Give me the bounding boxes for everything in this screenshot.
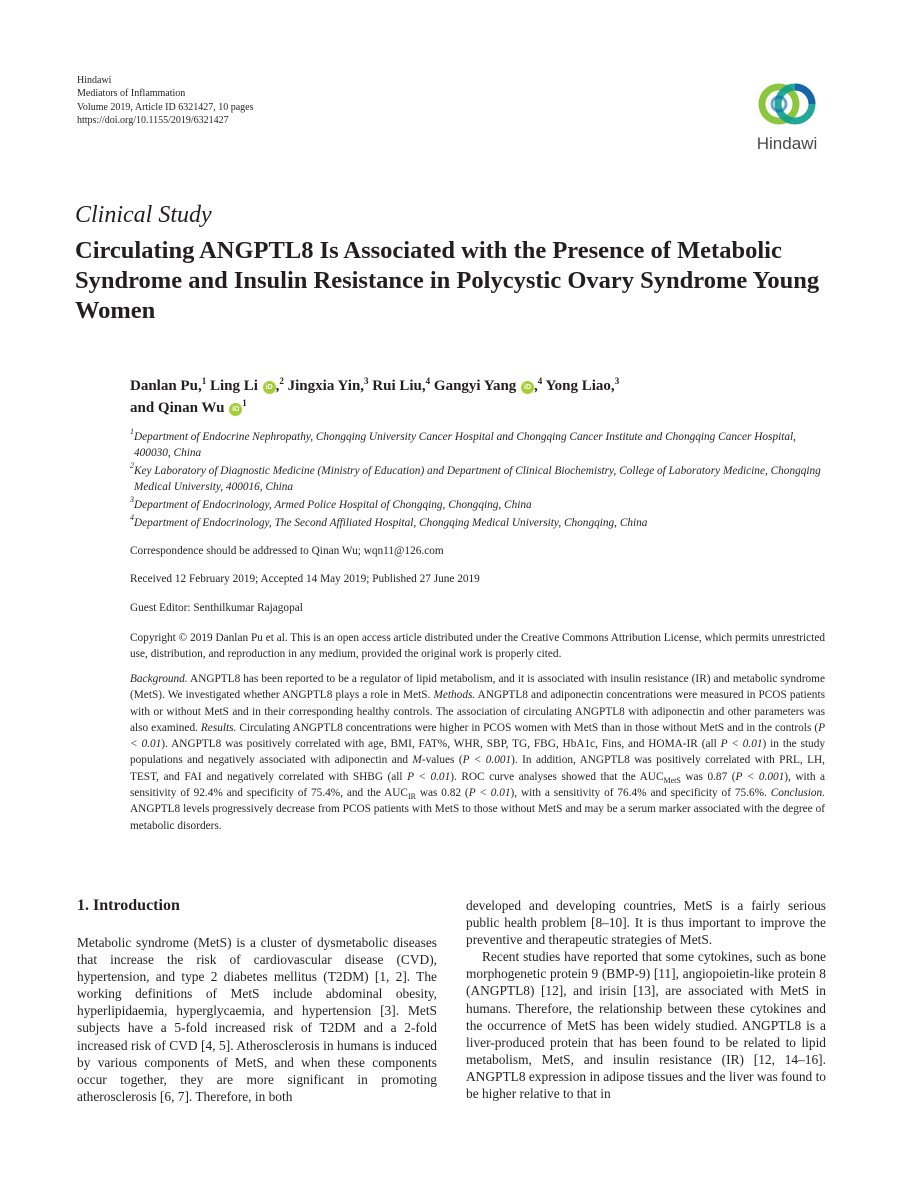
article-type: Clinical Study [75,202,212,228]
article-dates: Received 12 February 2019; Accepted 14 May 2019; Published 27 June 2019 [130,573,480,585]
author[interactable]: and Qinan Wu $iD^1$ [130,398,247,416]
author[interactable]: Jingxia Yin,$^3$ [287,376,369,394]
publisher-name: Hindawi [77,75,112,86]
author[interactable]: Yong Liao,$^3$ [545,376,620,394]
affiliation: $^1$Department of Endocrine Nephropathy, Chongqing University Cancer Hospital and Chongqing Cancer Institute and Chongqing Cancer Hospital, 400030, China [130,427,796,459]
affiliation: $^3$Department of Endocrinology, Armed Police Hospital of Chongqing, Chongqing, China [130,495,532,511]
affiliation: $^2$Key Laboratory of Diagnostic Medicine (Ministry of Education) and Department of Clinical Biochemistry, College of Laboratory Medicine, Chongqing Medical University, 400016, China [130,461,821,493]
guest-editor: Guest Editor: Senthilkumar Rajagopal [130,602,303,614]
orcid-icon[interactable]: iD [263,381,276,394]
abstract-background-label: Background. [130,673,188,685]
body-column-right [466,897,826,1102]
article-title: Circulating ANGPTL8 Is Associated with the Presence of Metabolic Syndrome and Insulin Resistance in Polycystic Ovary Syndrome Young Women [75,237,820,324]
paragraph: Recent studies have reported that some cytokines, such as bone morphogenetic protein 9 (BMP-9) [11], angiopoietin-like protein 8 (ANGPTL8) [12], and irisin [13], are associated with MetS in humans. Therefore, the relationship between these cytokines and the occurrence of MetS has been widely studied. ANGPTL8 is a liver-produced protein that has been found to be related to lipid metabolism, MetS, and insulin resistance (IR) [12, 14–16]. ANGPTL8 expression in adipose tissues and the liver was found to be higher relative to that in [466,949,827,1102]
affiliation: $^4$Department of Endocrinology, The Second Affiliated Hospital, Chongqing Medical University, Chongqing, China [130,513,648,529]
body-column-left [77,934,437,1105]
journal-volume: Volume 2019, Article ID 6321427, 10 pages [77,101,254,113]
abstract-results-label: Results. [200,721,237,734]
affiliation-list [130,429,830,533]
hindawi-logo-icon [757,76,817,132]
paragraph: developed and developing countries, MetS is a fairly serious public health problem [8–10]. It is thus important to improve the preventive and therapeutic strategies of MetS. [466,898,826,948]
copyright-notice: Copyright © 2019 Danlan Pu et al. This is an open access article distributed under the Creative Commons Attribution License, which permits unrestricted use, distribution, and reproduction in any medium, provided the original work is properly cited. [130,632,825,660]
doi-link[interactable]: https://doi.org/10.1155/2019/6321427 [77,114,229,126]
author[interactable]: Ling Li iD ,$^2$ [209,376,284,394]
author[interactable]: Rui Liu,$^4$ [372,376,431,394]
orcid-icon[interactable]: iD [229,403,242,416]
hindawi-logo [744,76,830,156]
abstract: Background. ANGPTL8 has been reported to be a regulator of lipid metabolism, and it is associated with insulin resistance (IR) and metabolic syndrome (MetS). We investigated whether ANGPTL8 plays a role in MetS. Methods. ANGPTL8 and adiponectin concentrations were measured in PCOS patients with or without MetS and in their corresponding healthy controls. The association of circulating ANGPTL8 with adiponectin and other parameters was also examined. Results. Circulating ANGPTL8 concentrations were higher in PCOS women with MetS than in those without MetS and in the controls (P < 0.01). ANGPTL8 was positively correlated with age, BMI, FAT%, WHR, SBP, TG, FBG, HbA1c, Fins, and HOMA-IR (all P < 0.01) in the study populations and negatively associated with adiponectin and M-values (P < 0.001). In addition, ANGPTL8 was positively correlated with PRL, LH, TEST, and FAI and negatively correlated with SHBG (all P < 0.01). ROC curve analyses showed that the $AUC_{MetS}$ was 0.87 (P < 0.001), with a sensitivity of 92.4% and specificity of 75.4%, and the $AUC_{IR}$ was 0.82 (P < 0.01), with a sensitivity of 76.4% and specificity of 75.6%. Conclusion. ANGPTL8 levels progressively decrease from PCOS patients with MetS to those without MetS and may be a serum marker associated with the degree of metabolic disorders. [130,673,825,832]
journal-name: Mediators of Inflammation [77,88,186,100]
author[interactable]: Danlan Pu,$^1$ [130,376,207,394]
author-list [130,375,830,419]
section-heading-introduction: 1. Introduction [77,897,180,914]
author[interactable]: Gangyi Yang iD ,$^4$ [433,376,543,394]
paragraph: Metabolic syndrome (MetS) is a cluster of dysmetabolic diseases that increase the risk of cardiovascular disease (CVD), hypertension, and type 2 diabetes mellitus (T2DM) [1, 2]. The working definitions of MetS include abdominal obesity, hyperlipidaemia, hyperglycaemia, and hypertension [3]. MetS subjects have a 5-fold increased risk of T2DM and a 2-fold increased risk of CVD [4, 5]. Atherosclerosis in humans is induced by various components of MetS, and when these components occur together, they are more significant in promoting atherosclerosis [6, 7]. Therefore, in both [77,935,437,1104]
orcid-icon[interactable]: iD [521,381,534,394]
journal-meta [77,74,253,127]
abstract-methods-label: Methods. [433,689,476,702]
abstract-conclusion-label: Conclusion. [770,787,825,800]
correspondence: Correspondence should be addressed to Qinan Wu; wqn11@126.com [130,545,444,557]
hindawi-logo-text: Hindawi [756,134,818,153]
